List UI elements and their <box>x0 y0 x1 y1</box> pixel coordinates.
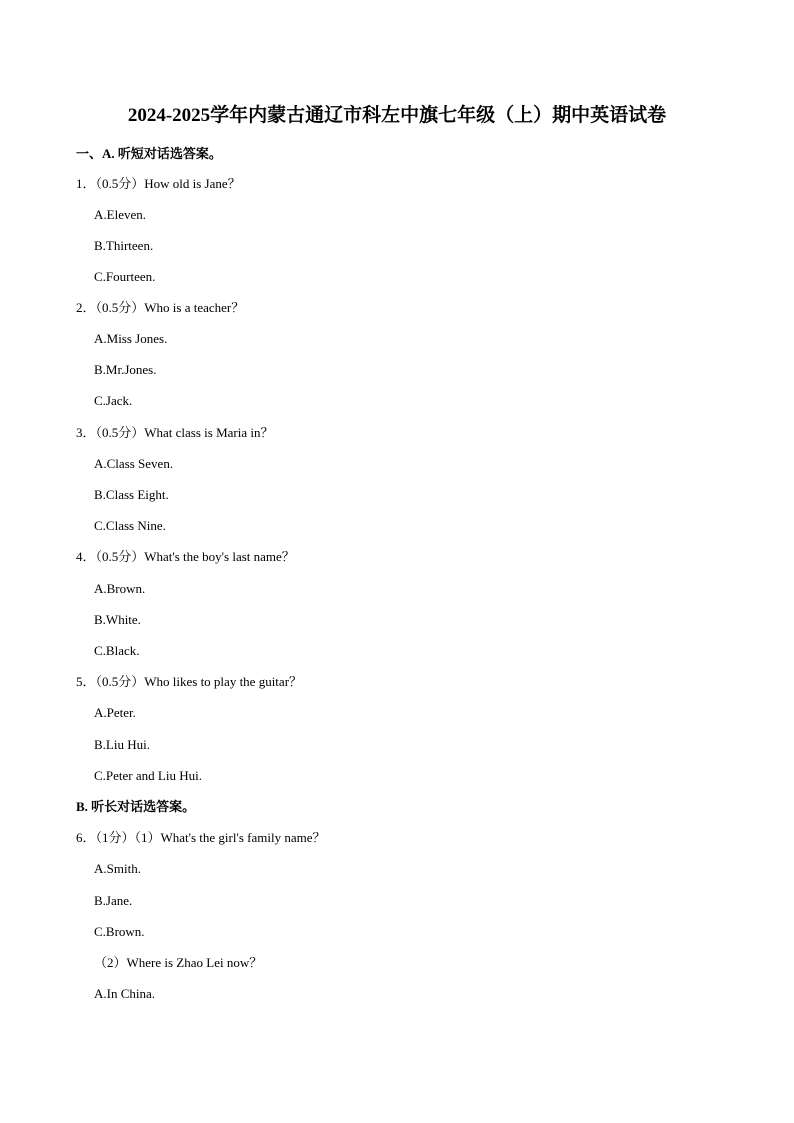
question-5-option-b[interactable]: B.Liu Hui. <box>94 737 150 752</box>
question-6-option-c[interactable]: C.Brown. <box>94 924 145 939</box>
question-6-sub-2: （2）Where is Zhao Lei now？ <box>94 955 263 970</box>
question-2-option-b[interactable]: B.Mr.Jones. <box>94 362 157 377</box>
question-4-option-b[interactable]: B.White. <box>94 612 141 627</box>
question-1-option-b[interactable]: B.Thirteen. <box>94 238 154 253</box>
question-1: 1．（0.5分）How old is Jane？ <box>76 176 241 191</box>
section-b-heading: B. 听长对话选答案。 <box>76 799 196 814</box>
question-4: 4．（0.5分）What's the boy's last name？ <box>76 549 295 564</box>
question-1-option-c[interactable]: C.Fourteen. <box>94 269 156 284</box>
question-6-sub-2-option-a[interactable]: A.In China. <box>94 986 156 1001</box>
question-5: 5．（0.5分）Who likes to play the guitar？ <box>76 674 303 689</box>
question-3-option-a[interactable]: A.Class Seven. <box>94 456 174 471</box>
page-title: 2024-2025学年内蒙古通辽市科左中旗七年级（上）期中英语试卷 <box>127 105 667 126</box>
question-5-option-a[interactable]: A.Peter. <box>94 705 136 720</box>
question-3: 3．（0.5分）What class is Maria in？ <box>76 425 274 440</box>
section-a-heading: 一、A. 听短对话选答案。 <box>76 146 222 161</box>
question-2-option-c[interactable]: C.Jack. <box>94 393 133 408</box>
question-3-option-c[interactable]: C.Class Nine. <box>94 518 166 533</box>
question-6-option-b[interactable]: B.Jane. <box>94 893 133 908</box>
question-1-option-a[interactable]: A.Eleven. <box>94 207 146 222</box>
question-6: 6．（1分）（1）What's the girl's family name？ <box>76 830 326 845</box>
question-2-option-a[interactable]: A.Miss Jones. <box>94 331 168 346</box>
question-4-option-c[interactable]: C.Black. <box>94 643 140 658</box>
question-6-option-a[interactable]: A.Smith. <box>94 861 141 876</box>
question-5-option-c[interactable]: C.Peter and Liu Hui. <box>94 768 202 783</box>
question-2: 2．（0.5分）Who is a teacher？ <box>76 300 245 315</box>
question-3-option-b[interactable]: B.Class Eight. <box>94 487 169 502</box>
question-4-option-a[interactable]: A.Brown. <box>94 581 146 596</box>
